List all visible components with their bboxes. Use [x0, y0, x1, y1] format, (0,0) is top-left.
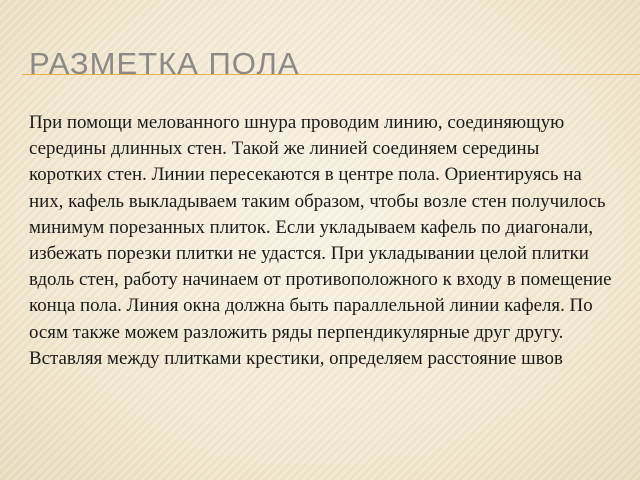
slide-body-text: При помощи мелованного шнура проводим линию, соединяющую середины длинных стен. Такой же линией соединяем середины коротких стен. Линии пересекаются в центре пола. Ориентируясь на них, кафель выкладываем таким образом, чтобы возле стен получилось минимум порезанных плиток. Если укладываем кафель по диагонали, избежать порезки плитки не удастся. При укладывании целой плитки вдоль стен, работу начинаем от противоположного к входу в помещение конца пола. Линия окна должна быть параллельной линии кафеля. По осям также можем разложить ряды перпендикулярные друг другу. Вставляя между плитками крестики, определяем расстояние швов: [29, 112, 612, 369]
slide-title: РАЗМЕТКА ПОЛА: [29, 46, 300, 81]
title-underline: [22, 74, 640, 75]
